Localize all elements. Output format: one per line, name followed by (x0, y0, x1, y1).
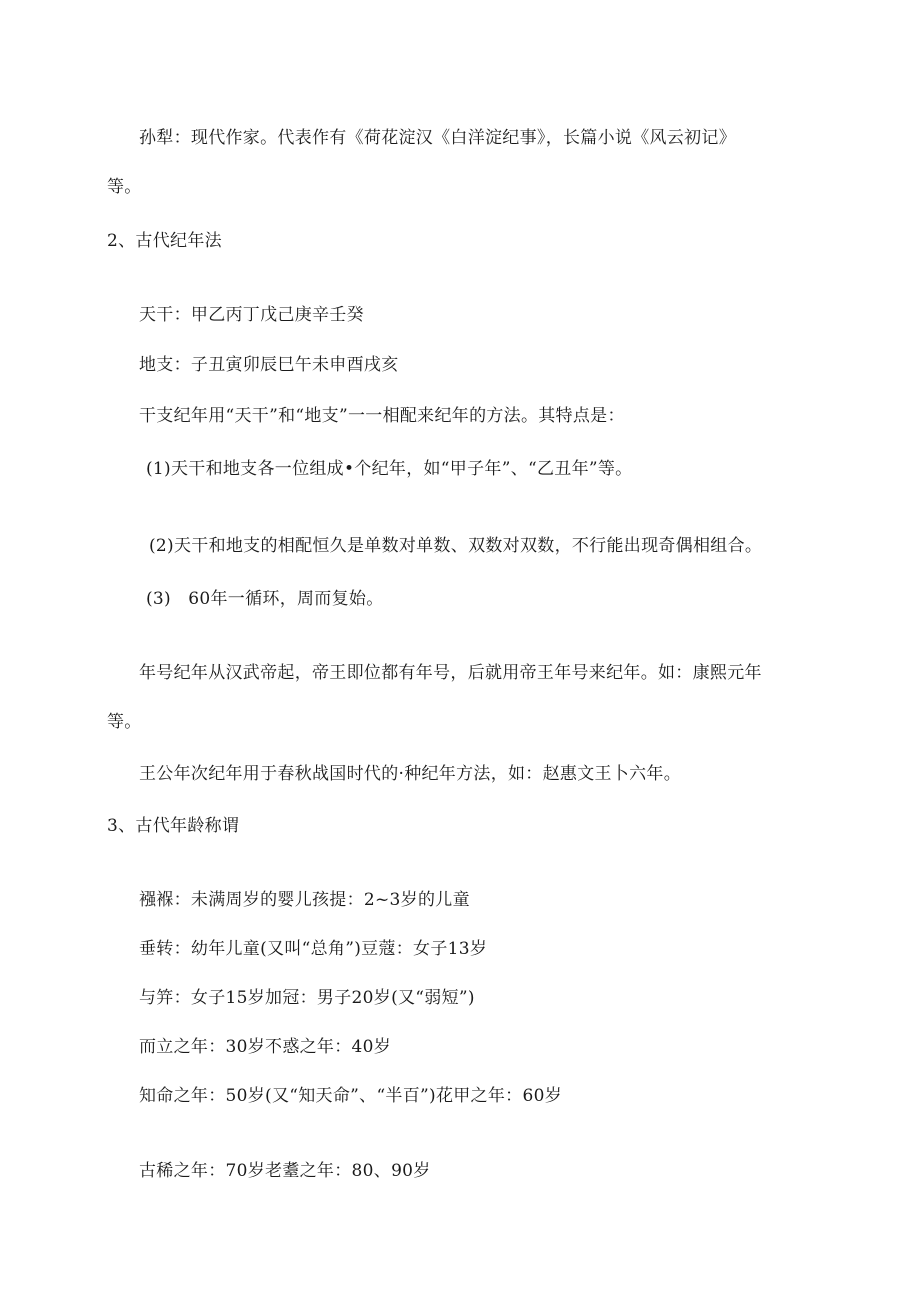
paragraph-sun-li-continued: 等。 (107, 177, 142, 197)
list-item-3: (3) 60年一循环，周而复始。 (146, 589, 384, 609)
paragraph-ganzhi: 干支纪年用“天干”和“地支”一一相配来纪年的方法。其特点是： (139, 406, 625, 426)
paragraph-sun-li: 孙犁：现代作家。代表作有《荷花淀汉《白洋淀纪事》，长篇小说《风云初记》 (139, 128, 736, 148)
paragraph-guxi: 古稀之年：70岁老耋之年：80、90岁 (139, 1161, 431, 1181)
section-heading-age: 3、古代年龄称谓 (107, 816, 240, 836)
paragraph-nianhao-continued: 等。 (107, 712, 142, 732)
list-item-1: (1)天干和地支各一位组成•个纪年，如“甲子年”、“乙丑年”等。 (146, 459, 633, 479)
section-heading-calendar: 2、古代纪年法 (107, 231, 222, 251)
paragraph-chuizhuan: 垂转：幼年儿童(又叫“总角”)豆蔻：女子13岁 (139, 939, 488, 959)
paragraph-qiangbao: 襁褓：未满周岁的婴儿孩提：2~3岁的儿童 (139, 890, 470, 910)
list-item-2: (2)天干和地支的相配恒久是单数对单数、双数对双数，不行能出现奇偶相组合。 (149, 536, 763, 556)
paragraph-tiangan: 天干：甲乙丙丁戊己庚辛壬癸 (139, 305, 364, 325)
paragraph-wanggong: 王公年次纪年用于春秋战国时代的·种纪年方法，如：赵惠文王卜六年。 (139, 764, 682, 784)
paragraph-dizhi: 地支：子丑寅卯辰巳午未申酉戌亥 (139, 355, 399, 375)
paragraph-yuji: 与笄：女子15岁加冠：男子20岁(又“弱短”) (139, 988, 475, 1008)
paragraph-nianhao: 年号纪年从汉武帝起，帝王即位都有年号，后就用帝王年号来纪年。如：康熙元年 (139, 663, 762, 683)
paragraph-erli: 而立之年：30岁不惑之年：40岁 (139, 1037, 392, 1057)
paragraph-zhiming: 知命之年：50岁(又“知天命”、“半百”)花甲之年：60岁 (139, 1086, 562, 1106)
